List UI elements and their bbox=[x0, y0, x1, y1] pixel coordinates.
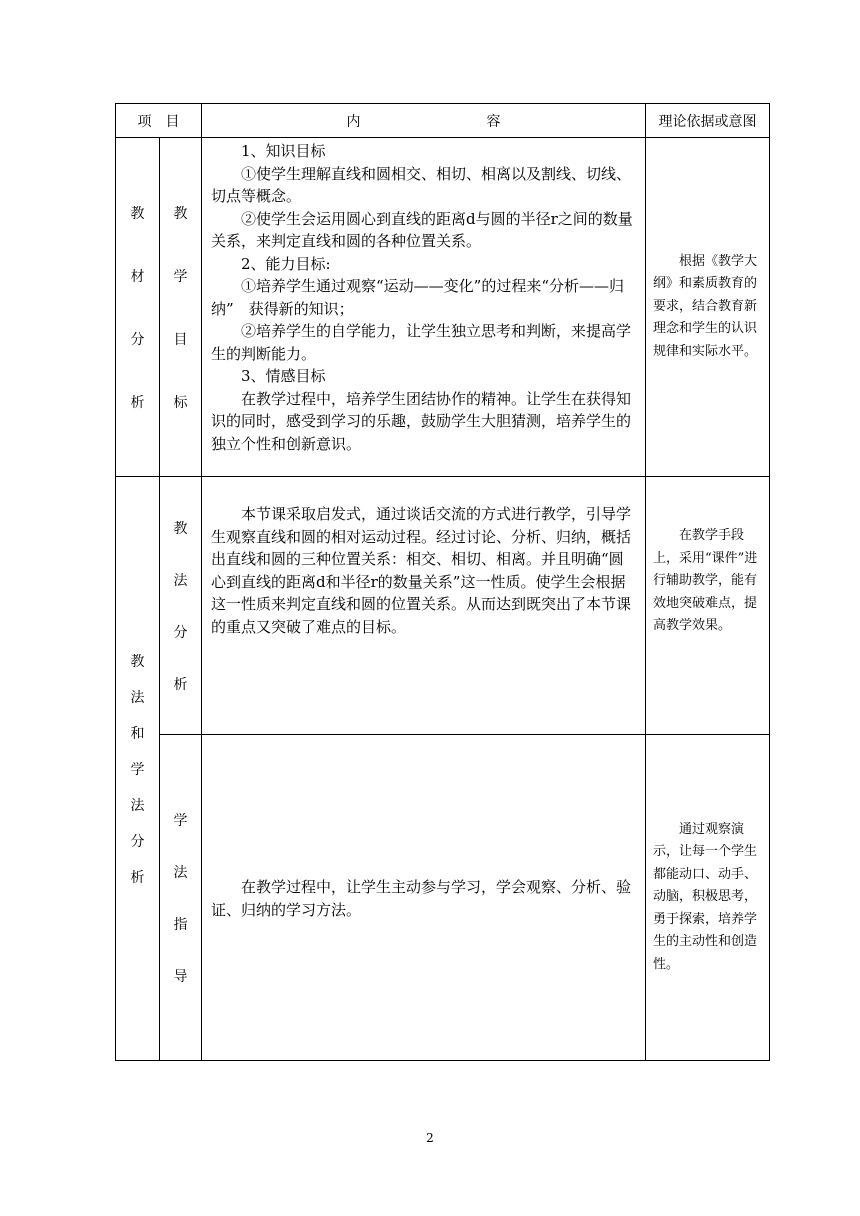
learning-guidance-basis: 通过观察演示，让每一个学生都能动口、动手、动脑，积极思考，勇于探索，培养学生的主动性和创造性。 bbox=[646, 735, 770, 1061]
ability-goal-2: ②培养学生的自学能力，让学生独立思考和判断，来提高学生的判断能力。 bbox=[211, 322, 632, 363]
knowledge-goal-2: ②使学生会运用圆心到直线的距离d与圆的半径r之间的数量关系，来判定直线和圆的各种位置关系。 bbox=[211, 209, 633, 250]
knowledge-goal-1: ①使学生理解直线和圆相交、相切、相离以及割线、切线、切点等概念。 bbox=[211, 164, 632, 205]
knowledge-goal-heading: 1、知识目标 bbox=[241, 142, 326, 160]
learning-method-row bbox=[116, 735, 770, 1061]
teaching-method-label: 教 法 分 析 bbox=[160, 477, 202, 735]
table-header-row bbox=[116, 104, 770, 138]
learning-guidance-label: 学 法 指 导 bbox=[160, 735, 202, 1061]
method-analysis-label: 教 法 和 学 法 分 析 bbox=[116, 477, 160, 1061]
header-content: 内 容 bbox=[202, 104, 646, 138]
emotion-goal-text: 在教学过程中，培养学生团结协作的精神。让学生在获得知识的同时，感受到学习的乐趣，鼓励学生大胆猜测，培养学生的独立个性和创新意识。 bbox=[211, 389, 632, 453]
ability-goal-1: ①培养学生通过观察“运动——变化”的过程来“分析——归纳” 获得新的知识； bbox=[211, 277, 625, 318]
lesson-plan-table bbox=[115, 103, 770, 1061]
textbook-analysis-label: 教 材 分 析 bbox=[116, 138, 160, 477]
learning-guidance-content: 在教学过程中，让学生主动参与学习，学会观察、分析、验证、归纳的学习方法。 bbox=[202, 735, 646, 1061]
textbook-analysis-row bbox=[116, 138, 770, 477]
page-number: 2 bbox=[426, 1131, 434, 1145]
teaching-goals-content bbox=[202, 138, 646, 477]
teaching-method-row bbox=[116, 477, 770, 735]
teaching-method-content: 本节课采取启发式，通过谈话交流的方式进行教学，引导学生观察直线和圆的相对运动过程。经过讨论、分析、归纳，概括出直线和圆的三种位置关系：相交、相切、相离。并且明确“圆心到直线的距离d和半径r的数量关系”这一性质。使学生会根据这一性质来判定直线和圆的位置关系。从而达到既突出了本节课的重点又突破了难点的目标。 bbox=[202, 477, 646, 735]
teaching-goals-label: 教 学 目 标 bbox=[160, 138, 202, 477]
ability-goal-heading: 2、能力目标: bbox=[241, 254, 331, 273]
textbook-analysis-basis: 根据《教学大纲》和素质教育的要求，结合教育新理念和学生的认识规律和实际水平。 bbox=[646, 138, 770, 477]
header-item: 项 目 bbox=[116, 104, 202, 138]
header-basis: 理论依据或意图 bbox=[646, 104, 770, 138]
emotion-goal-heading: 3、情感目标 bbox=[241, 367, 326, 385]
teaching-method-basis: 在教学手段上，采用“课件”进行辅助教学，能有效地突破难点，提高教学效果。 bbox=[646, 477, 770, 735]
